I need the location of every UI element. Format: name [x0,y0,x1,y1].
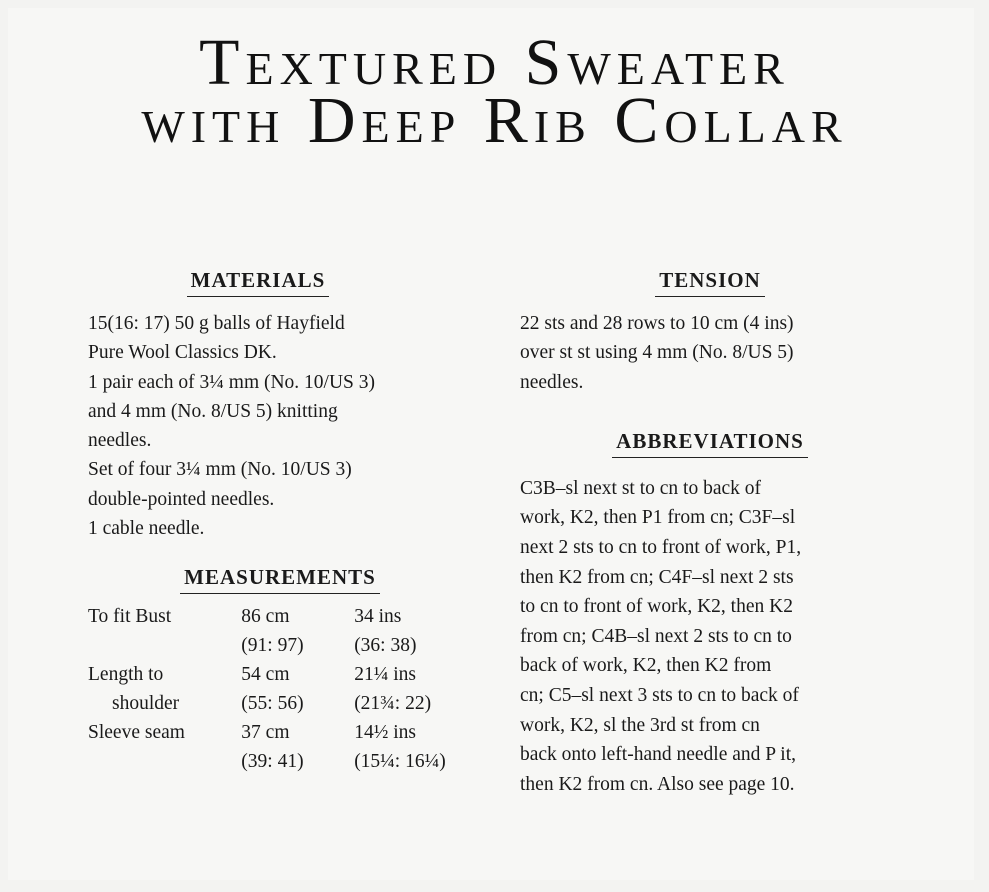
measure-imperial: 21¼ ins [354,664,416,686]
measurements-heading-text: MEASUREMENTS [180,565,380,594]
tension-body [520,309,900,397]
materials-line: needles. [88,430,152,452]
abbreviations-line: back of work, K2, then K2 from [520,655,772,677]
measure-label: To fit Bust [88,606,172,628]
abbreviations-line: to cn to front of work, K2, then K2 [520,596,793,618]
materials-line: 1 pair each of 3¼ mm (No. 10/US 3) [88,371,376,393]
measure-metric: (91: 97) [241,635,304,657]
abbreviations-body [520,474,900,800]
abbreviations-line: cn; C5–sl next 3 sts to cn to back of [520,685,799,707]
abbreviations-heading-text: ABBREVIATIONS [612,429,808,458]
table-row [88,747,468,776]
abbreviations-line: work, K2, then P1 from cn; C3F–sl [520,507,796,529]
tension-line: 22 sts and 28 rows to 10 cm (4 ins) [520,313,794,334]
measure-label: Sleeve seam [88,722,185,744]
measure-metric: (55: 56) [241,693,304,715]
measure-imperial: 14½ ins [354,722,416,744]
measure-label [88,631,241,660]
measure-metric: 37 cm [241,722,290,744]
materials-line: 1 cable needle. [88,518,205,540]
materials-body [88,309,468,543]
tension-heading [520,268,900,297]
tension-line: needles. [520,371,584,393]
materials-heading-text: MATERIALS [187,268,330,297]
abbreviations-heading [520,429,900,458]
abbreviations-line: then K2 from cn. Also see page 10. [520,773,795,795]
materials-line: 15(16: 17) 50 g balls of Hayfield [88,313,345,334]
measurements-table [88,602,468,776]
measure-imperial: (15¼: 16¼) [354,751,446,773]
right-column [520,268,900,799]
abbreviations-line: C3B–sl next st to cn to back of [520,477,762,499]
abbreviations-line: next 2 sts to cn to front of work, P1, [520,537,802,559]
table-row [88,689,468,718]
materials-heading [88,268,428,297]
table-row [88,660,468,689]
tension-heading-text: TENSION [655,268,765,297]
abbreviations-line: then K2 from cn; C4F–sl next 2 sts [520,566,794,588]
measure-imperial: (21¾: 22) [354,693,432,715]
measure-metric: 54 cm [241,664,290,686]
materials-line: Set of four 3¼ mm (No. 10/US 3) [88,459,352,481]
tension-line: over st st using 4 mm (No. 8/US 5) [520,342,794,364]
materials-line: Pure Wool Classics DK. [88,342,277,364]
table-row [88,718,468,747]
measure-label: shoulder [112,693,180,715]
materials-line: double-pointed needles. [88,488,275,510]
abbreviations-line: work, K2, sl the 3rd st from cn [520,714,760,736]
title-line-2: with Deep Rib Collar [141,84,848,157]
abbreviations-line: from cn; C4B–sl next 2 sts to cn to [520,625,792,647]
materials-line: and 4 mm (No. 8/US 5) knitting [88,400,338,422]
measure-metric: 86 cm [241,606,290,628]
left-column [88,268,468,776]
measure-label [88,747,241,776]
measure-imperial: 34 ins [354,606,402,628]
measure-metric: (39: 41) [241,751,304,773]
title-line-1: Textured Sweater [199,26,790,99]
abbreviations-line: back onto left-hand needle and P it, [520,744,796,766]
measurements-heading [110,565,450,594]
table-row [88,602,468,631]
table-row [88,631,468,660]
measure-imperial: (36: 38) [354,635,417,657]
measure-label: Length to [88,664,164,686]
